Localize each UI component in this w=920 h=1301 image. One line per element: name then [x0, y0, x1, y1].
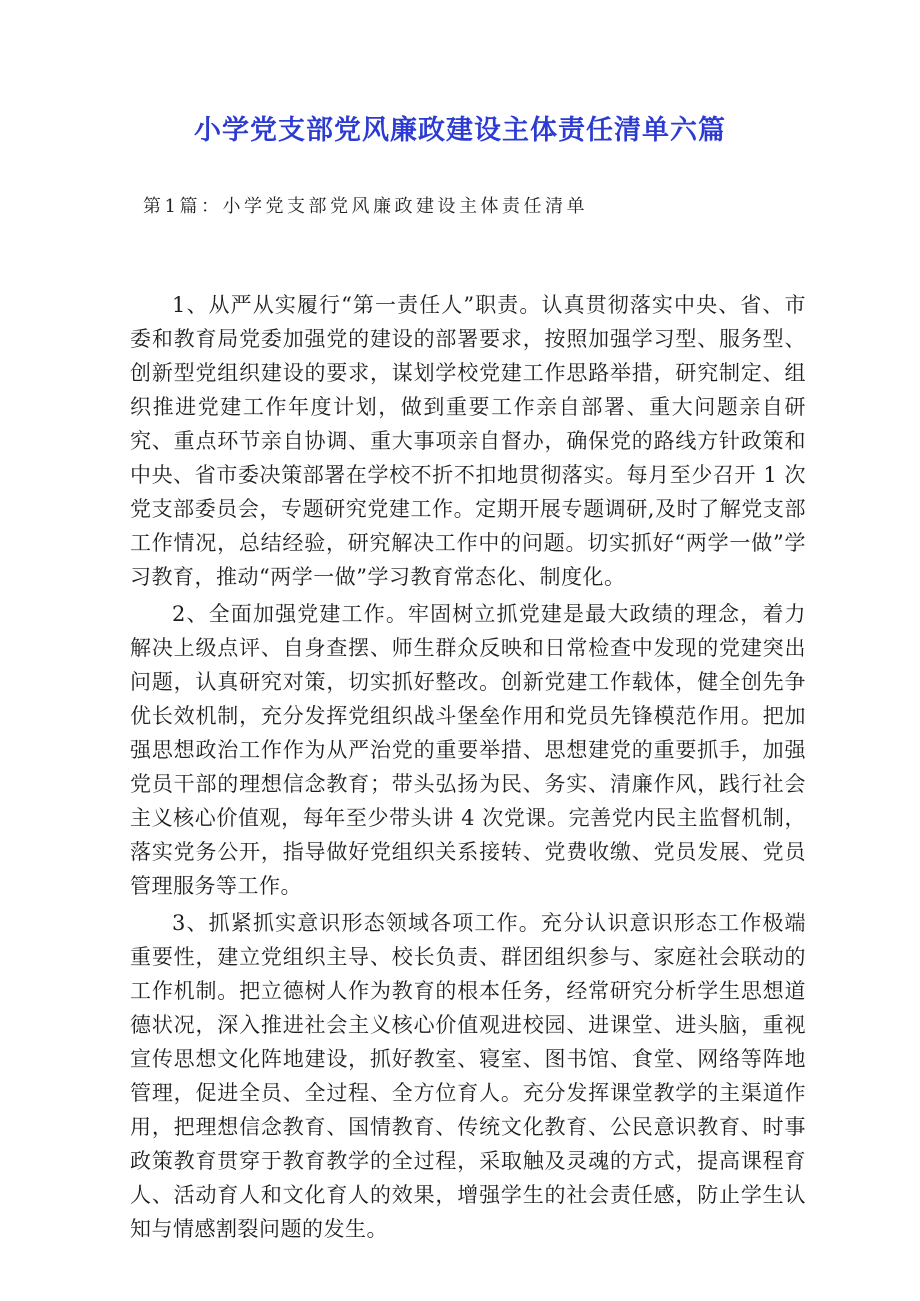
body-paragraph: 2、全面加强党建工作。牢固树立抓党建是最大政绩的理念，着力解决上级点评、自身查摆、师生群众反映和日常检查中发现的党建突出问题，认真研究对策，切实抓好整改。创新党建工作载体，健全创先争优长效机制，充分发挥党组织战斗堡垒作用和党员先锋模范作用。把加强思想政治工作作为从严治党的重要举措、思想建党的重要抓手，加强党员干部的理想信念教育；带头弘扬为民、务实、清廉作风，践行社会主义核心价值观，每年至少带头讲 4 次党课。完善党内民主监督机制，落实党务公开，指导做好党组织关系接转、党费收缴、党员发展、党员管理服务等工作。 [130, 601, 806, 898]
body-paragraph: 1、从严从实履行“第一责任人”职责。认真贯彻落实中央、省、市委和教育局党委加强党的建设的部署要求，按照加强学习型、服务型、创新型党组织建设的要求，谋划学校党建工作思路举措，研究制定、组织推进党建工作年度计划，做到重要工作亲自部署、重大问题亲自研究、重点环节亲自协调、重大事项亲自督办，确保党的路线方针政策和中央、省市委决策部署在学校不折不扣地贯彻落实。每月至少召开 1 次党支部委员会，专题研究党建工作。定期开展专题调研,及时了解党支部工作情况，总结经验，研究解决工作中的问题。切实抓好“两学一做”学习教育，推动“两学一做”学习教育常态化、制度化。 [130, 292, 806, 589]
document-title: 小学党支部党风廉政建设主体责任清单六篇 [194, 115, 726, 146]
section-heading: 第1篇：小学党支部党风廉政建设主体责任清单 [143, 196, 588, 218]
body-paragraph: 3、抓紧抓实意识形态领域各项工作。充分认识意识形态工作极端重要性，建立党组织主导、校长负责、群团组织参与、家庭社会联动的工作机制。把立德树人作为教育的根本任务，经常研究分析学生思想道德状况，深入推进社会主义核心价值观进校园、进课堂、进头脑，重视宣传思想文化阵地建设，抓好教室、寝室、图书馆、食堂、网络等阵地管理，促进全员、全过程、全方位育人。充分发挥课堂教学的主渠道作用，把理想信念教育、国情教育、传统文化教育、公民意识教育、时事政策教育贯穿于教育教学的全过程，采取触及灵魂的方式，提高课程育人、活动育人和文化育人的效果，增强学生的社会责任感，防止学生认知与情感割裂问题的发生。 [130, 910, 806, 1241]
document-body [130, 288, 806, 1246]
